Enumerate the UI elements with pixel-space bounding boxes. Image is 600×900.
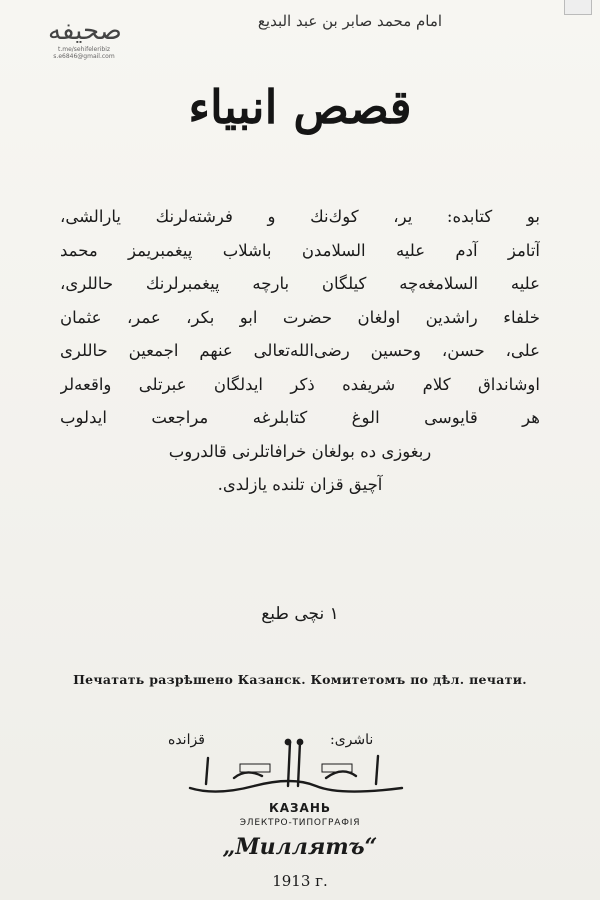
book-title: قصص انبیاء [188, 80, 412, 134]
description-line: ربغوزی ده بولغان خرافاتلرنی قالدروب [168, 441, 432, 461]
publication-year: 1913 г. [272, 872, 328, 890]
description-line: هر قایوسی الوغ کتابلرغه مراجعت ایدلوب [60, 408, 540, 427]
edition-label: ۱ نچی طبع [261, 604, 339, 624]
typography-name: ЭЛЕКТРО-ТИПОГРАФІЯ [239, 818, 361, 828]
corner-tab [564, 0, 592, 15]
publisher-logo [176, 738, 424, 802]
description-line: آچیق قزان تلنده یازلدی. [217, 475, 383, 494]
publisher-city-label: قزانده [168, 732, 205, 748]
description-line: علیه السلامغه‌چه کیلگان بارچه پیغمبرلرنك حاللری، [60, 274, 540, 293]
publisher-logo-graphic [176, 738, 424, 802]
description-line: آتامز آدم علیه السلامدن باشلاب پیغمبریمز محمد [60, 240, 540, 260]
city-name: КАЗАНЬ [268, 801, 332, 815]
description-line: علی، حسن، وحسین رضی‌الله‌تعالی عنهم اجمعین حاللری [60, 341, 540, 360]
description-line: اوشانداق کلام شریفده ذکر ایدلگان عبرتلی واقعه‌لر [60, 374, 540, 394]
author-line: امام محمد صابر بن عبد البدیع [257, 12, 443, 30]
description-block [60, 200, 540, 502]
description-line: خلفاء راشدین اولغان حضرت ابو بکر، عمر، عثمان [60, 307, 540, 327]
stamp-email: s.e6846@gmail.com [53, 53, 115, 60]
library-stamp [48, 16, 120, 60]
publisher-label: ناشری: [330, 732, 374, 748]
stamp-telegram: t.me/sehifeleribiz [57, 46, 111, 53]
press-name: „Миллятъ“ [222, 834, 378, 860]
stamp-logo: صحیفه [48, 16, 122, 46]
censorship-note: Печатать разрѣшено Казанск. Комитетомъ по дѣл. печати. [73, 672, 527, 687]
description-line: بو کتابده: یر، کوك‌نك و فرشته‌لرنك یارالشی، [60, 207, 540, 226]
